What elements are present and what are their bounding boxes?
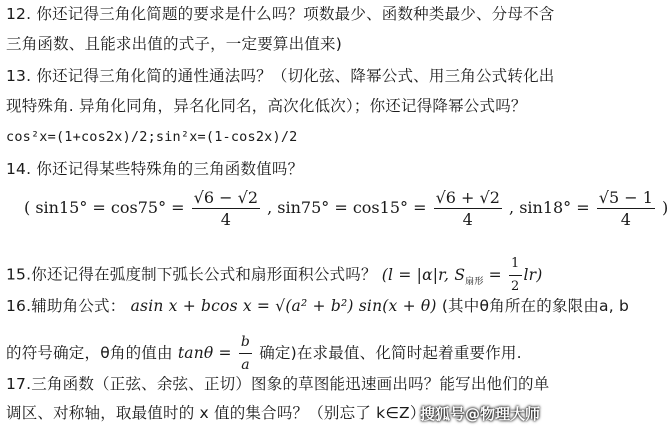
q14-part1: sin15° = cos75° = (35, 198, 185, 217)
q13-formula: cos²x=(1+cos2x)/2;sin²x=(1-cos2x)/2 (6, 129, 298, 145)
q16-label: 16.辅助角公式： (6, 297, 126, 315)
q16-line1 (6, 296, 629, 316)
q15-formula-a: (l = |α|r, S (381, 265, 466, 284)
q15-fraction (509, 254, 521, 297)
q16-line2-a: 的符号确定，θ角的值由 (6, 344, 173, 362)
q15-frac-den: 2 (511, 279, 520, 294)
q15-frac-num: 1 (509, 254, 521, 276)
q12-line2: 三角函数、且能求出值的式子，一定要算出值来) (6, 35, 342, 53)
q15-formula-b: = (483, 265, 502, 284)
q14-f2-denominator: 4 (462, 210, 473, 229)
q16-tail: (其中θ角所在的象限由a, b (441, 297, 630, 315)
q14-special-angle-formula (24, 188, 668, 229)
q16-line2-b: 确定)在求最值、化简时起着重要作用. (259, 344, 522, 362)
q15-formula (381, 256, 543, 294)
q14-f3-denominator: 4 (620, 210, 631, 229)
q16-aux-angle-formula: asin x + bcos x = √(a² + b²) sin(x + θ) (130, 297, 437, 315)
q15-text: 15.你还记得在弧度制下弧长公式和扇形面积公式吗？ (6, 265, 377, 284)
q14-open-paren: ( (24, 198, 31, 217)
q16-fraction (239, 332, 252, 375)
q14-part2: , sin75° = cos15° = (267, 198, 427, 217)
q14-fraction-2 (434, 188, 502, 229)
q15-formula-sub: 扇形 (465, 276, 484, 287)
q14-part3: , sin18° = (509, 198, 590, 217)
q12-line1: 12. 你还记得三角化简题的要求是什么吗？项数最少、函数种类最少、分母不含 (6, 5, 555, 23)
q13-line1: 13. 你还记得三角化简的通性通法吗？（切化弦、降幂公式、用三角公式转化出 (6, 67, 555, 85)
q16-frac-den: a (241, 357, 250, 373)
q14-f1-denominator: 4 (220, 210, 231, 229)
q16-frac-num: b (239, 332, 252, 354)
q14-fraction-1 (192, 188, 260, 229)
q14-close-paren: ) (662, 198, 668, 217)
q16-line2 (6, 332, 522, 375)
q17-line1: 17.三角函数（正弦、余弦、正切）图象的草图能迅速画出吗？能写出他们的单 (6, 375, 550, 393)
q14-line1: 14. 你还记得某些特殊角的三角函数值吗？ (6, 160, 304, 178)
q14-f3-numerator: √5 − 1 (598, 188, 653, 207)
watermark: 搜狐号@物理大师 (419, 405, 540, 423)
q15-line (6, 254, 543, 297)
q16-tan-formula: tanθ = (177, 344, 232, 362)
q15-formula-c: lr) (523, 265, 543, 284)
q14-f1-numerator: √6 − √2 (193, 188, 258, 207)
q14-f2-numerator: √6 + √2 (435, 188, 500, 207)
q13-line2: 现特殊角. 异角化同角，异名化同名，高次化低次）；你还记得降幂公式吗？ (6, 97, 527, 115)
q17-line2: 调区、对称轴，取最值时的 x 值的集合吗？（别忘了 k∈Z） (6, 404, 426, 422)
q14-fraction-3 (597, 188, 655, 229)
